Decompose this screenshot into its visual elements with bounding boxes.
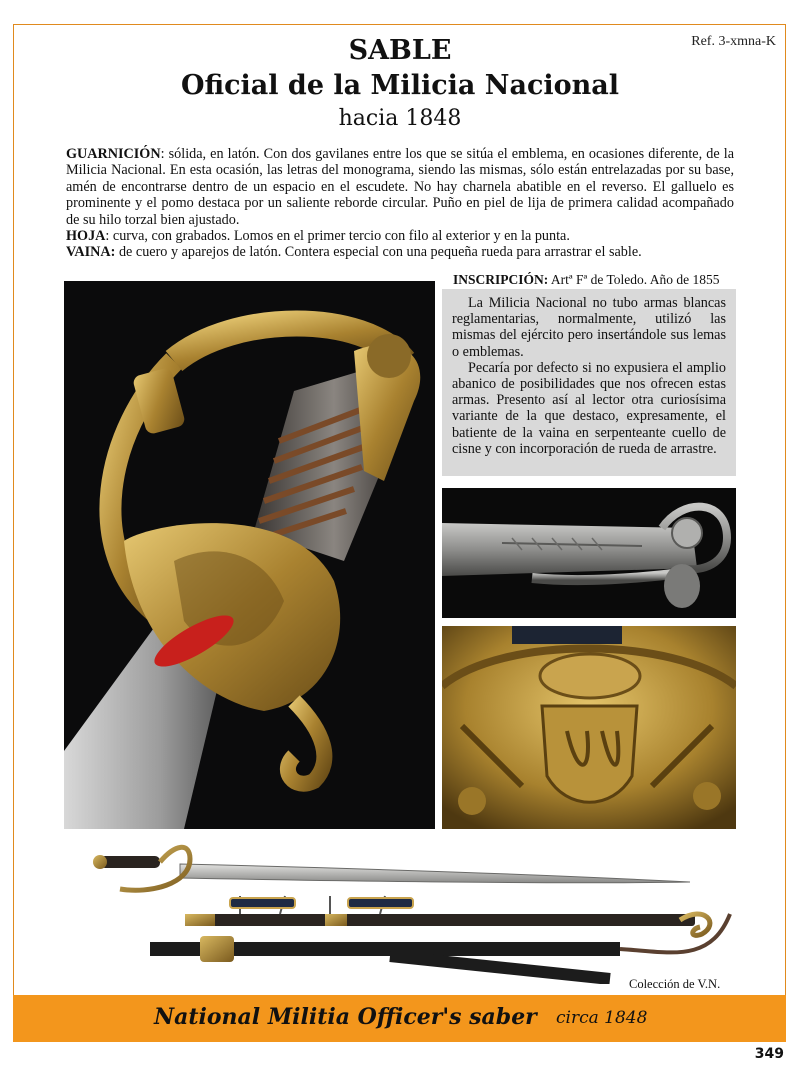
- scabbard-illustration: [442, 488, 736, 618]
- hilt-illustration: [64, 281, 435, 829]
- english-title: National Militia Officer's saber: [154, 1004, 537, 1030]
- page-subtitle: Oficial de la Milicia Nacional: [180, 70, 620, 101]
- vaina-paragraph: [66, 244, 734, 260]
- guarnicion-label: GUARNICIÓN: [66, 146, 161, 162]
- guard-emblem-photo: [442, 626, 736, 829]
- page-title: SABLE: [348, 35, 452, 66]
- hoja-text: : curva, con grabados. Lomos en el primer tercio con filo al exterior y en la punta.: [105, 228, 570, 245]
- collection-credit: Colección de V.N.: [629, 977, 721, 991]
- full-saber-photo: [90, 834, 740, 984]
- hoja-label: HOJA: [66, 228, 106, 245]
- hoja-paragraph: [66, 228, 734, 244]
- vaina-label: VAINA:: [66, 244, 116, 261]
- commentary-paragraph-1: La Milicia Nacional no tubo armas blancas reglamentarias, normalmente, utilizó las mismas del ejército pero insertándole sus lemas o emblemas.: [452, 295, 726, 360]
- full-saber-illustration: [90, 834, 740, 984]
- guard-illustration: [442, 626, 736, 829]
- vaina-text: de cuero y aparejos de latón. Contera especial con una pequeña rueda para arrastrar el sable.: [115, 244, 642, 261]
- commentary-box: [442, 289, 736, 476]
- page-date: hacia 1848: [338, 106, 462, 131]
- commentary-paragraph-2: Pecaría por defecto si no expusiera el amplio abanico de posibilidades que nos ofrecen estas armas. Presento así al lector otra curiosísima variante de la que destaco, expresamente, el batiente de la vaina en serpenteante cuello de cisne y con incorporación de rueda de arrastre.: [452, 359, 726, 457]
- guarnicion-text: : sólida, en latón. Con dos gavilanes entre los que se sitúa el emblema, en ocasiones diferente, de la Milicia Nacional. En esta ocasión, las letras del monograma, siendo las mismas, sólo están entrelazadas por su base, amén de encontrarse dentro de un espacio en el escudete. No hay charnela abatible en el reverso. El galluelo es prominente y el pomo destaca por un saliente reborde circular. Puño en piel de lija de primera calidad acompañado de su hilo torzal bien ajustado.: [66, 146, 734, 228]
- hilt-photo: [64, 281, 435, 829]
- inscription: [453, 272, 720, 288]
- english-date: circa 1848: [556, 1008, 648, 1028]
- guarnicion-paragraph: [66, 146, 734, 228]
- description-block: [66, 146, 734, 261]
- inscription-label: INSCRIPCIÓN:: [453, 272, 549, 287]
- scabbard-tip-photo: [442, 488, 736, 618]
- inscription-text: Artª Fª de Toledo. Año de 1855: [548, 272, 720, 287]
- reference-code: Ref. 3-xmna-K: [691, 34, 776, 49]
- page-number: 349: [754, 1046, 784, 1062]
